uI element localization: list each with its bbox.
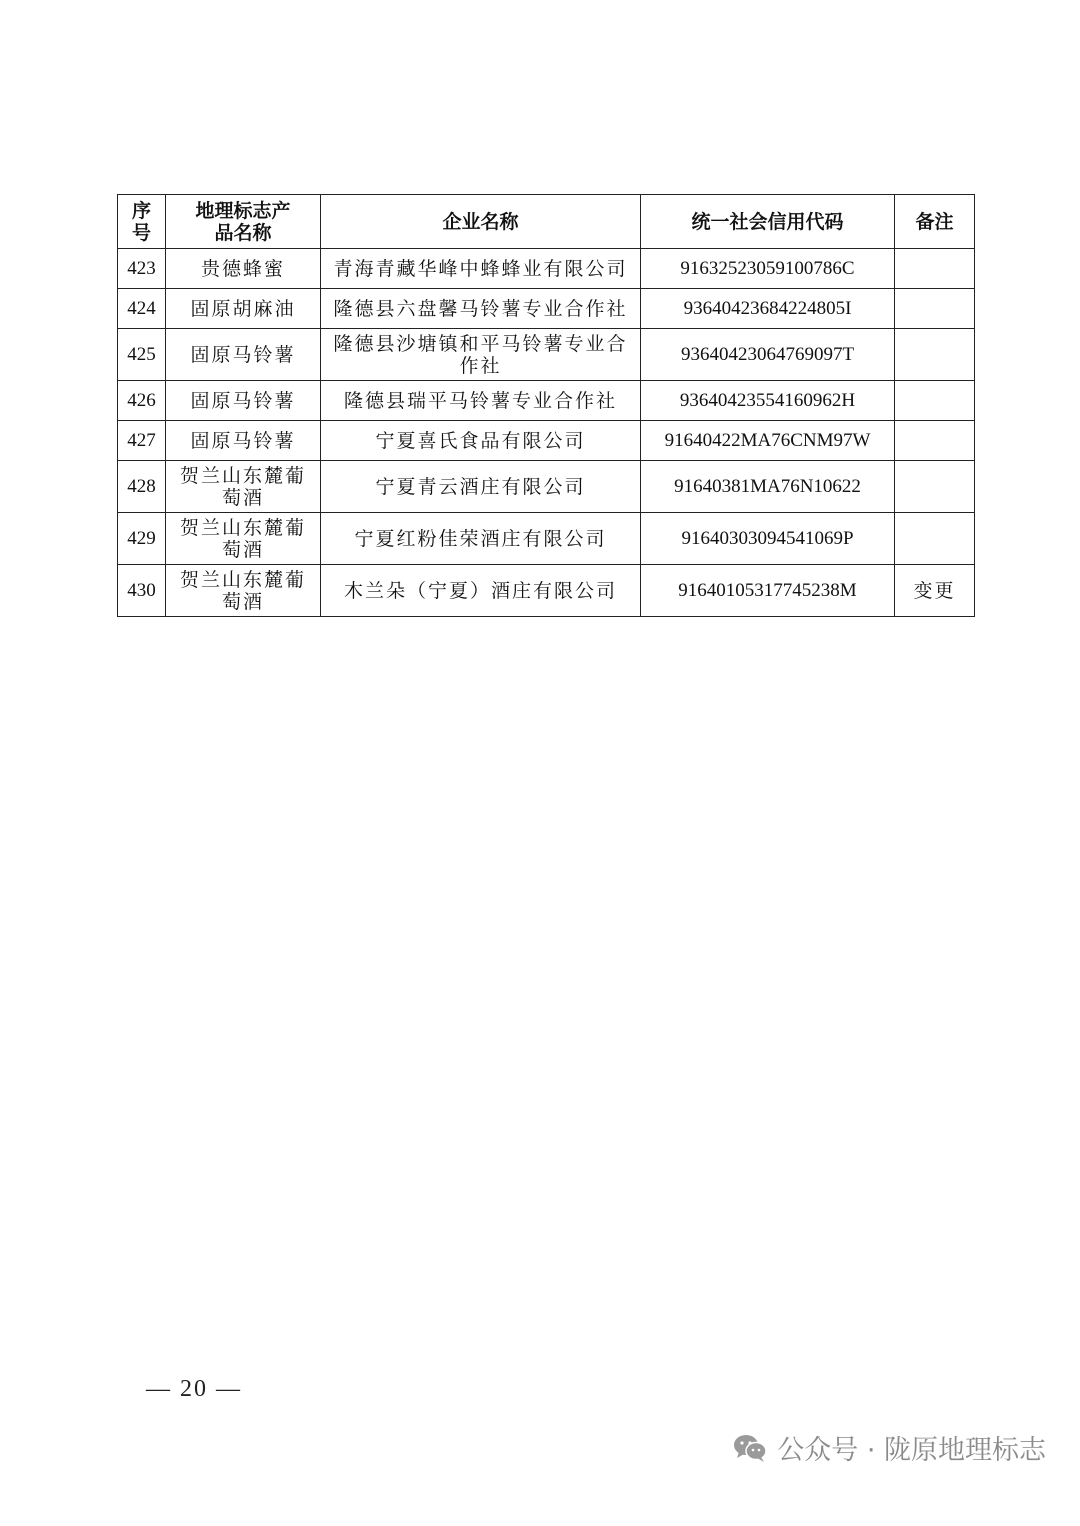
cell-seq: 426 [118, 381, 166, 421]
cell-product: 固原马铃薯 [166, 421, 321, 461]
cell-code: 93640423064769097T [641, 329, 895, 381]
cell-note [895, 329, 975, 381]
cell-product: 贺兰山东麓葡萄酒 [166, 461, 321, 513]
cell-company: 宁夏喜氏食品有限公司 [321, 421, 641, 461]
header-company: 企业名称 [321, 195, 641, 249]
page-number: — 20 — [146, 1376, 242, 1402]
cell-product: 固原马铃薯 [166, 381, 321, 421]
table-row [118, 329, 975, 381]
cell-code: 91640303094541069P [641, 513, 895, 565]
cell-note [895, 289, 975, 329]
cell-code: 91640422MA76CNM97W [641, 421, 895, 461]
cell-product: 贺兰山东麓葡萄酒 [166, 565, 321, 617]
table-row [118, 513, 975, 565]
wechat-icon [733, 1433, 767, 1463]
cell-note [895, 513, 975, 565]
table-row [118, 421, 975, 461]
header-product [166, 195, 321, 249]
cell-note [895, 461, 975, 513]
cell-company: 宁夏青云酒庄有限公司 [321, 461, 641, 513]
header-seq [118, 195, 166, 249]
cell-company: 隆德县瑞平马铃薯专业合作社 [321, 381, 641, 421]
table-body [118, 249, 975, 617]
cell-note [895, 421, 975, 461]
cell-seq: 423 [118, 249, 166, 289]
cell-company: 宁夏红粉佳荣酒庄有限公司 [321, 513, 641, 565]
header-code: 统一社会信用代码 [641, 195, 895, 249]
cell-code: 91640381MA76N10622 [641, 461, 895, 513]
cell-seq: 424 [118, 289, 166, 329]
table-row [118, 249, 975, 289]
cell-note: 变更 [895, 565, 975, 617]
cell-product: 固原马铃薯 [166, 329, 321, 381]
header-product-label: 地理标志产品名称 [195, 199, 291, 244]
watermark-text: 公众号 · 陇原地理标志 [777, 1435, 1046, 1466]
table-header-row [118, 195, 975, 249]
table-row [118, 289, 975, 329]
cell-product: 贺兰山东麓葡萄酒 [166, 513, 321, 565]
table-row [118, 381, 975, 421]
table-row [118, 461, 975, 513]
header-seq-label: 序号 [131, 199, 151, 244]
cell-seq: 428 [118, 461, 166, 513]
registry-table [117, 194, 975, 617]
cell-product: 固原胡麻油 [166, 289, 321, 329]
cell-code: 93640423554160962H [641, 381, 895, 421]
table-row [118, 565, 975, 617]
cell-seq: 430 [118, 565, 166, 617]
cell-company: 隆德县沙塘镇和平马铃薯专业合作社 [321, 329, 641, 381]
cell-code: 93640423684224805I [641, 289, 895, 329]
header-note: 备注 [895, 195, 975, 249]
cell-company: 青海青藏华峰中蜂蜂业有限公司 [321, 249, 641, 289]
cell-seq: 429 [118, 513, 166, 565]
watermark [733, 1428, 1046, 1467]
cell-seq: 425 [118, 329, 166, 381]
cell-code: 91640105317745238M [641, 565, 895, 617]
cell-seq: 427 [118, 421, 166, 461]
cell-note [895, 381, 975, 421]
cell-company: 隆德县六盘馨马铃薯专业合作社 [321, 289, 641, 329]
cell-code: 91632523059100786C [641, 249, 895, 289]
cell-company: 木兰朵（宁夏）酒庄有限公司 [321, 565, 641, 617]
cell-note [895, 249, 975, 289]
cell-product: 贵德蜂蜜 [166, 249, 321, 289]
